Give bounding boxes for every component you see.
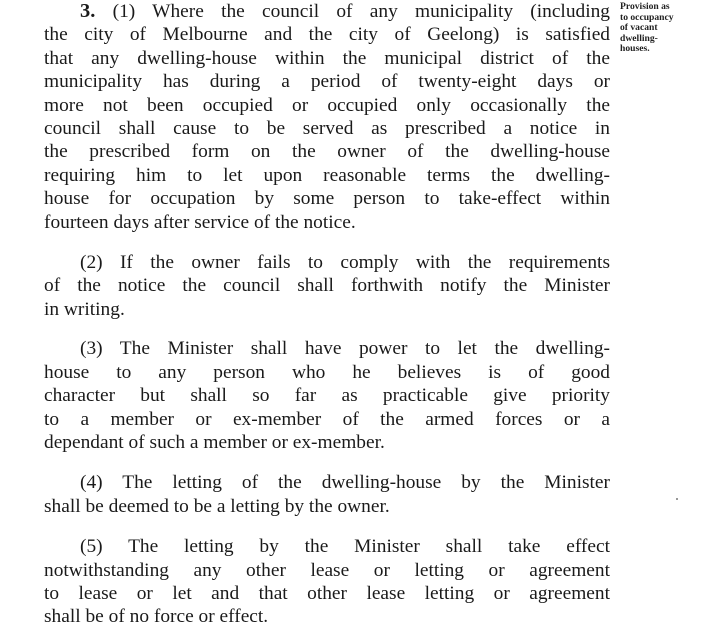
margin-note — [620, 2, 700, 55]
paragraph-line: the city of Melbourne and the city of Geelong) is satisfied — [44, 24, 610, 46]
paragraph-line: (4) The letting of the dwelling-house by the Minister — [80, 472, 610, 494]
paragraph-4 — [44, 471, 610, 518]
paragraph-3 — [44, 337, 610, 454]
paragraph-line: shall be of no force or effect. — [44, 606, 269, 628]
paragraph-line: requiring him to let upon reasonable terms the dwelling- — [44, 164, 610, 186]
paragraph-line: (5) The letting by the Minister shall take effect — [80, 536, 610, 558]
section-number: 3. — [80, 0, 96, 22]
margin-note-line: houses. — [620, 43, 650, 55]
line-text: (1) Where the council of any municipality (including — [95, 1, 610, 22]
paragraph-line: shall be deemed to be a letting by the owner. — [44, 495, 390, 517]
paragraph-line: (3) The Minister shall have power to let the dwelling- — [80, 338, 610, 360]
paragraph-line: (2) If the owner fails to comply with the requirements — [80, 252, 610, 274]
paragraph-line: to lease or let and that other lease letting or agreement — [44, 582, 610, 604]
paragraph-line: council shall cause to be served as prescribed a notice in — [44, 118, 610, 140]
paragraph-5 — [44, 535, 610, 629]
paragraph-2 — [44, 251, 610, 321]
margin-note-line: dwelling- — [620, 32, 658, 44]
paragraph-line: of the notice the council shall forthwith notify the Minister — [44, 275, 610, 297]
paragraph-line: to a member or ex-member of the armed forces or a — [44, 408, 610, 430]
paragraph-1 — [44, 0, 610, 234]
paragraph-line — [44, 0, 610, 23]
margin-note-line: to occupancy — [620, 11, 674, 23]
margin-note-line: of vacant — [620, 22, 658, 34]
paragraph-line: municipality has during a period of twenty-eight days or — [44, 71, 610, 93]
scan-speck — [676, 498, 678, 500]
paragraph-line: house to any person who he believes is of good — [44, 361, 610, 383]
paragraph-line: fourteen days after service of the notice. — [44, 211, 356, 233]
paragraph-line: dependant of such a member or ex-member. — [44, 431, 385, 453]
paragraph-line: house for occupation by some person to take-effect within — [44, 188, 610, 210]
paragraph-line: character but shall so far as practicable give priority — [44, 385, 610, 407]
paragraph-line: that any dwelling-house within the municipal district of the — [44, 47, 610, 69]
paragraph-line: notwithstanding any other lease or letting or agreement — [44, 559, 610, 581]
paragraph-line: more not been occupied or occupied only occasionally the — [44, 94, 610, 116]
paragraph-line: in writing. — [44, 298, 125, 320]
paragraph-line: the prescribed form on the owner of the dwelling-house — [44, 141, 610, 163]
margin-note-line: Provision as — [620, 1, 670, 12]
section-body — [44, 0, 610, 629]
